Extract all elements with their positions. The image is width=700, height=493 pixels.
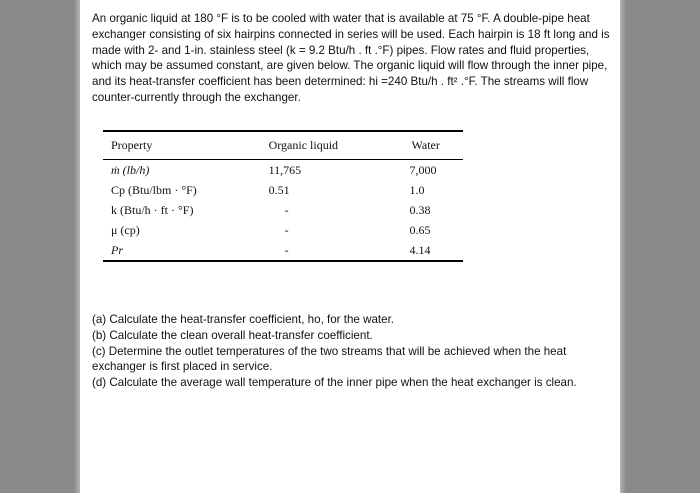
property-cell: Cp (Btu/lbm · °F) xyxy=(111,182,197,197)
header-property: Property xyxy=(111,137,153,152)
table-row xyxy=(103,200,463,220)
organic-cell: - xyxy=(284,222,289,237)
table-row xyxy=(103,180,463,200)
table-header-row xyxy=(103,131,463,160)
problem-statement: An organic liquid at 180 °F is to be cooled with water that is available at 75 °F. A double-pipe heat exchanger consisting of six hairpins connected in series will be used. Each hairpin is 18 ft long and is made with 2- and 1-in. stainless steel (k = 9.2 Btu/h . ft .°F) pipes. Flow rates and fluid properties, which may be assumed constant, are given below. The organic liquid will flow through the inner pipe, and its heat-transfer coefficient has been determined: hi =240 Btu/h . ft² .°F. The streams will flow counter-currently through the exchanger. xyxy=(92,12,610,104)
water-cell: 4.14 xyxy=(409,242,431,257)
property-cell: Pr xyxy=(111,242,123,257)
water-cell: 1.0 xyxy=(409,182,425,197)
organic-cell: 0.51 xyxy=(268,182,290,197)
organic-cell: - xyxy=(284,202,289,217)
questions-list xyxy=(92,312,612,391)
table-row xyxy=(103,240,463,261)
question-d: (d) Calculate the average wall temperature of the inner pipe when the heat exchanger is clean. xyxy=(92,376,577,390)
header-organic-liquid: Organic liquid xyxy=(268,137,339,152)
properties-table xyxy=(103,130,463,262)
question-b: (b) Calculate the clean overall heat-transfer coefficient. xyxy=(92,328,373,342)
property-cell: k (Btu/h · ft · °F) xyxy=(111,202,194,217)
table-row xyxy=(103,160,463,181)
properties-table-container xyxy=(103,130,463,262)
organic-cell: - xyxy=(284,242,289,257)
organic-cell: 11,765 xyxy=(268,162,302,177)
water-cell: 7,000 xyxy=(409,162,437,177)
water-cell: 0.65 xyxy=(409,222,431,237)
water-cell: 0.38 xyxy=(409,202,431,217)
question-a: (a) Calculate the heat-transfer coefficient, ho, for the water. xyxy=(92,313,395,326)
table-row xyxy=(103,220,463,240)
property-cell: μ (cp) xyxy=(111,222,140,237)
question-c: (c) Determine the outlet temperatures of the two streams that will be achieved when the heat exchanger is first placed in service. xyxy=(92,344,567,374)
property-cell: ṁ (lb/h) xyxy=(111,162,150,177)
page-edge-right xyxy=(620,0,626,493)
header-water: Water xyxy=(411,137,440,152)
